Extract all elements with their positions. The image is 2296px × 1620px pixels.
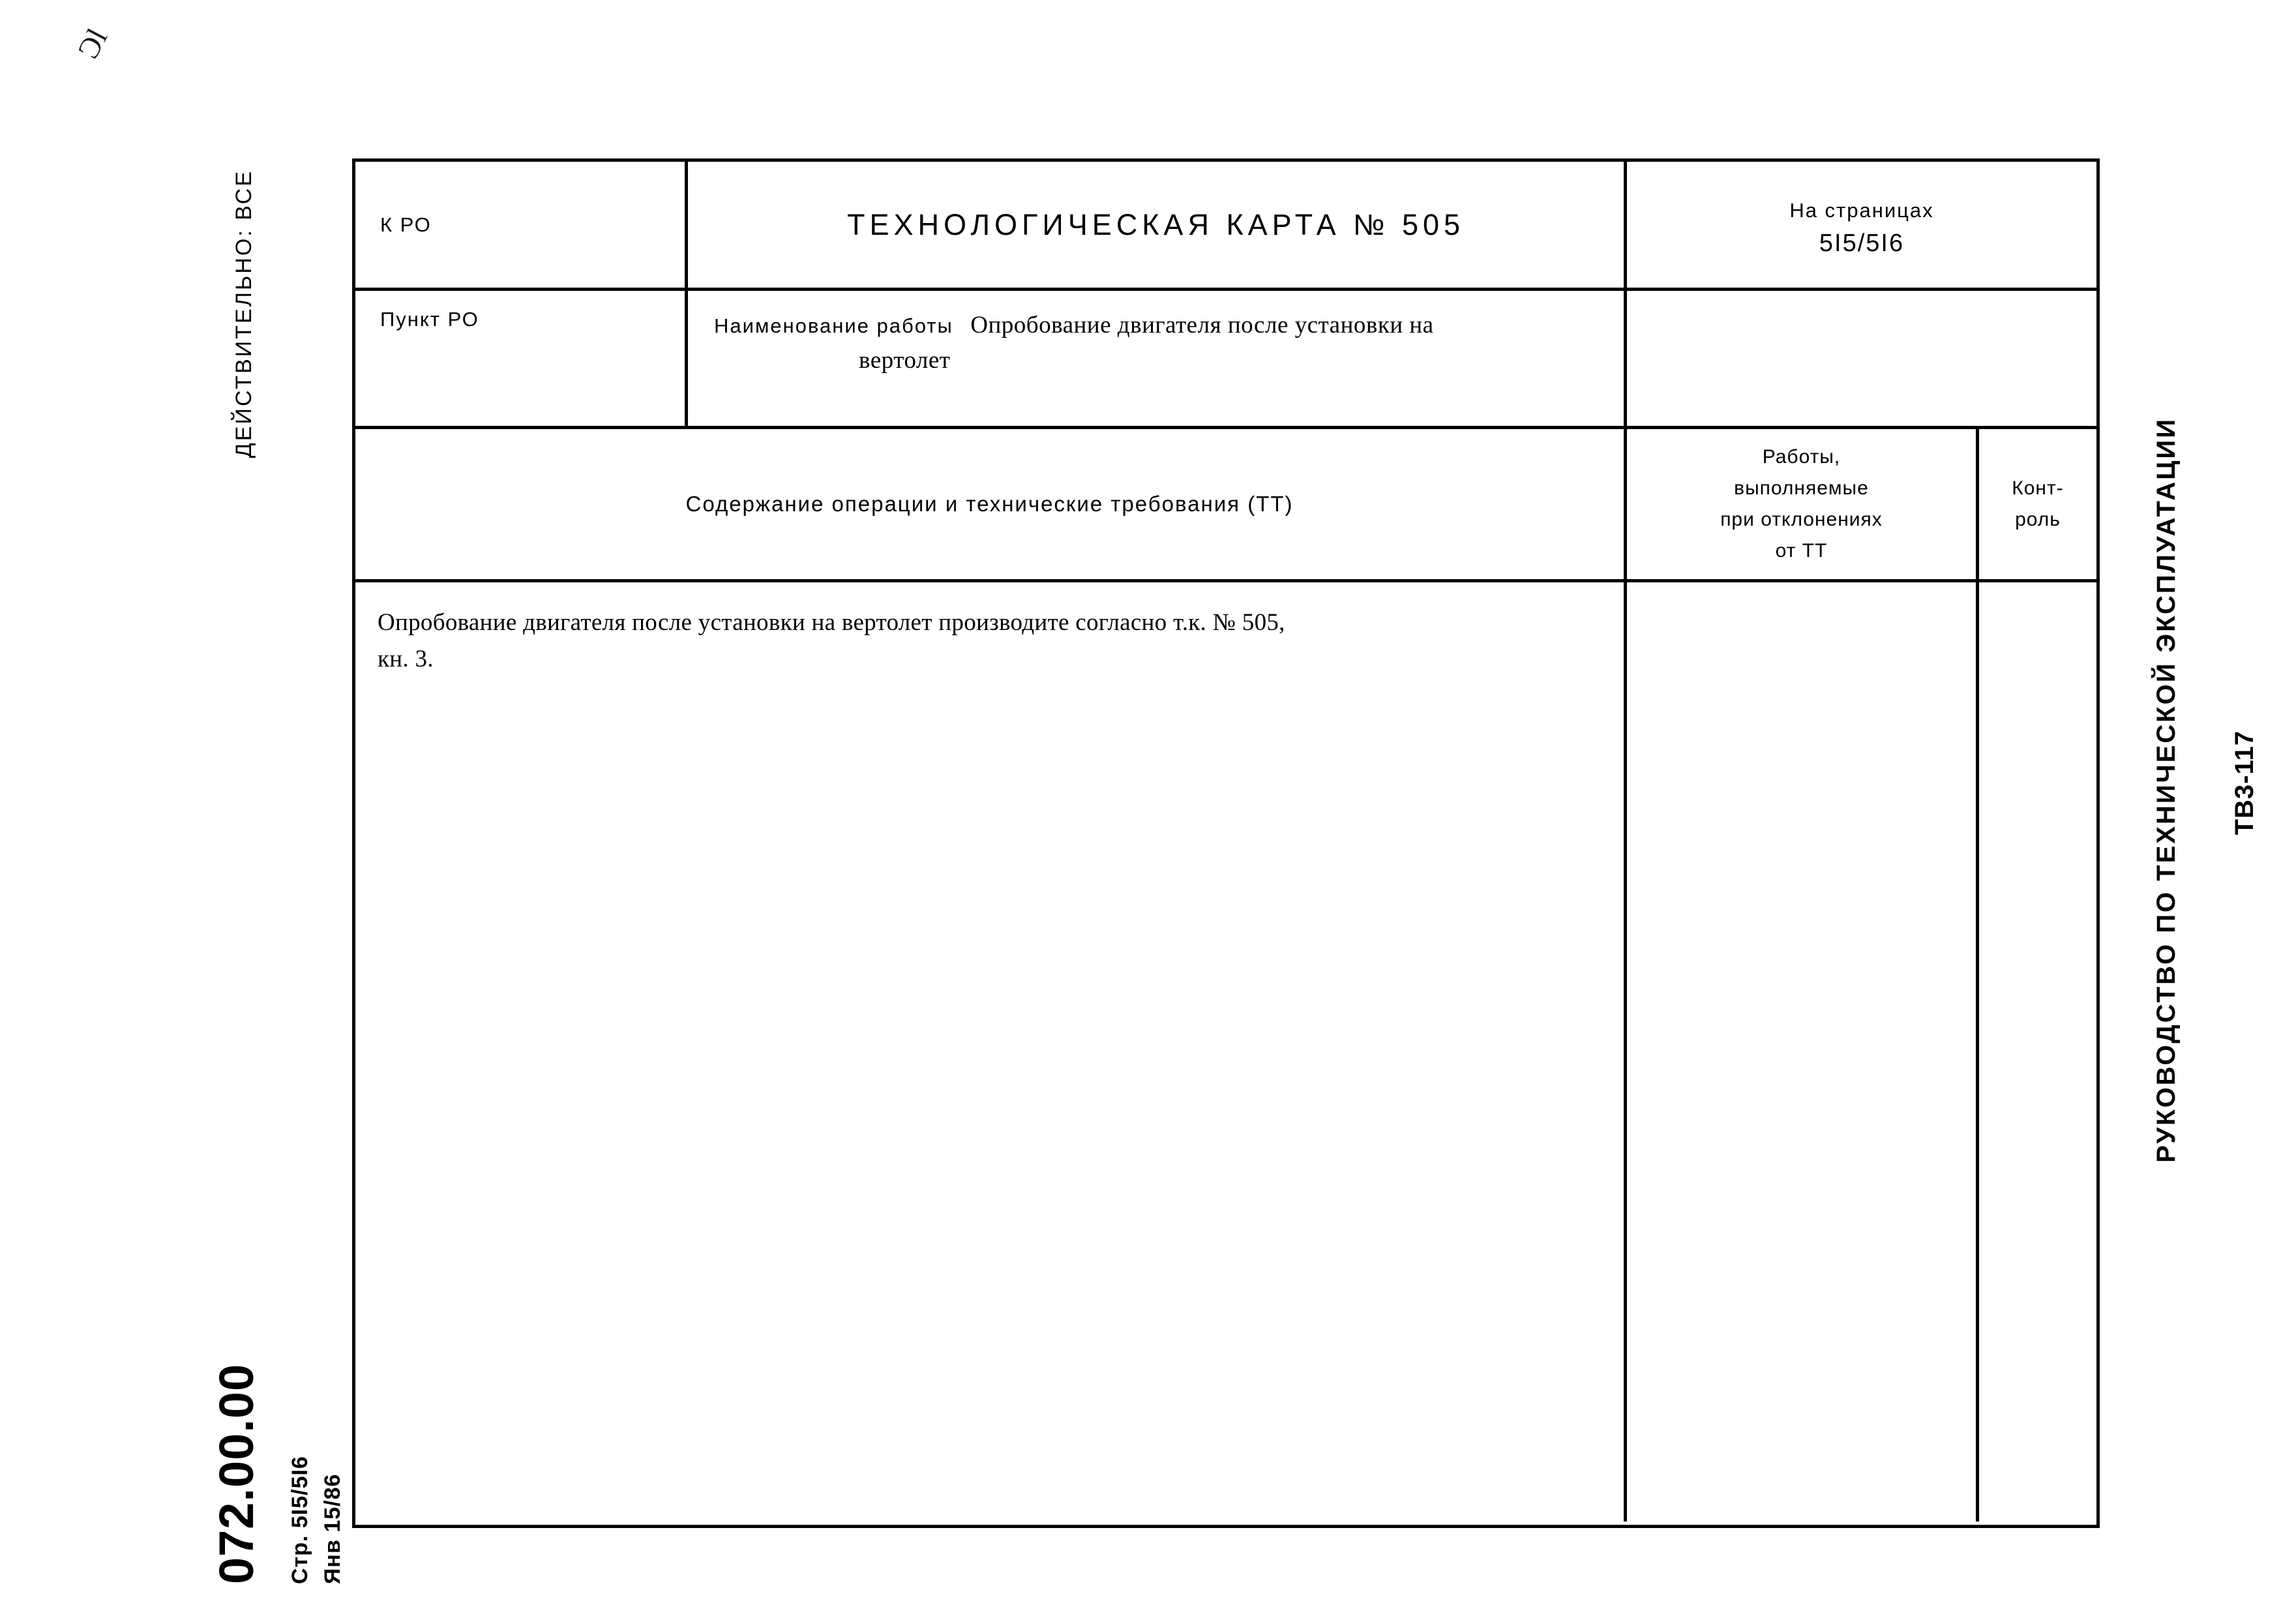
works-header-line-3: при отклонениях	[1720, 509, 1883, 530]
table-header-row	[355, 429, 2096, 582]
handwritten-mark: Ͻl	[71, 23, 114, 64]
works-header-line-4: от ТТ	[1775, 540, 1828, 562]
manual-title: РУКОВОДСТВО ПО ТЕХНИЧЕСКОЙ ЭКСПЛУАТАЦИИ	[2152, 417, 2181, 1163]
page-reference: Стр. 5I5/5I6	[288, 1456, 312, 1584]
control-header-line-1: Конт-	[2012, 477, 2064, 499]
cell-works-deviation	[1627, 582, 1979, 1522]
cell-control	[1979, 582, 2096, 1522]
engine-model-code: ТВ3-117	[2230, 730, 2259, 835]
point-ro-label: Пункт РО	[380, 308, 479, 331]
table-row	[355, 162, 2096, 291]
cell-works-header	[1627, 429, 1979, 579]
work-name-label: Наименование работы	[714, 314, 953, 337]
cell-ro-label	[355, 162, 688, 288]
technology-card-table	[352, 158, 2100, 1528]
operation-text-line-2: кн. 3.	[378, 645, 434, 672]
work-name-value-line1: Опробование двигателя после установки на	[970, 312, 1434, 338]
table-row	[355, 291, 2096, 429]
issue-date: Янв 15/86	[320, 1473, 345, 1584]
cell-control-header	[1979, 429, 2096, 579]
content-column-header: Содержание операции и технические требования (ТТ)	[685, 491, 1294, 516]
cell-work-name	[688, 291, 1627, 426]
cell-content-header	[355, 429, 1627, 579]
operation-text-line-1: Опробование двигателя после установки на вертолет производите согласно т.к. № 505,	[378, 609, 1285, 636]
work-name-value-line2: вертолет	[859, 346, 951, 374]
works-header-line-2: выполняемые	[1734, 477, 1869, 499]
ro-label: К РО	[380, 213, 432, 236]
pages-label: На страницах	[1789, 198, 1934, 222]
cell-point-label	[355, 291, 688, 426]
control-header-line-2: роль	[2015, 509, 2061, 530]
card-title: ТЕХНОЛОГИЧЕСКАЯ КАРТА № 505	[846, 207, 1465, 241]
cell-card-title	[688, 162, 1627, 288]
works-header-line-1: Работы,	[1762, 446, 1841, 468]
table-body-row	[355, 582, 2096, 1522]
validity-note: ДЕЙСТВИТЕЛЬНО: ВСЕ	[231, 170, 256, 458]
pages-value: 5I5/5I6	[1819, 230, 1905, 258]
cell-operation-content	[355, 582, 1627, 1522]
document-code: 072.00.00	[209, 1363, 263, 1584]
cell-pages	[1627, 162, 2096, 288]
cell-empty-pages	[1627, 291, 2096, 426]
